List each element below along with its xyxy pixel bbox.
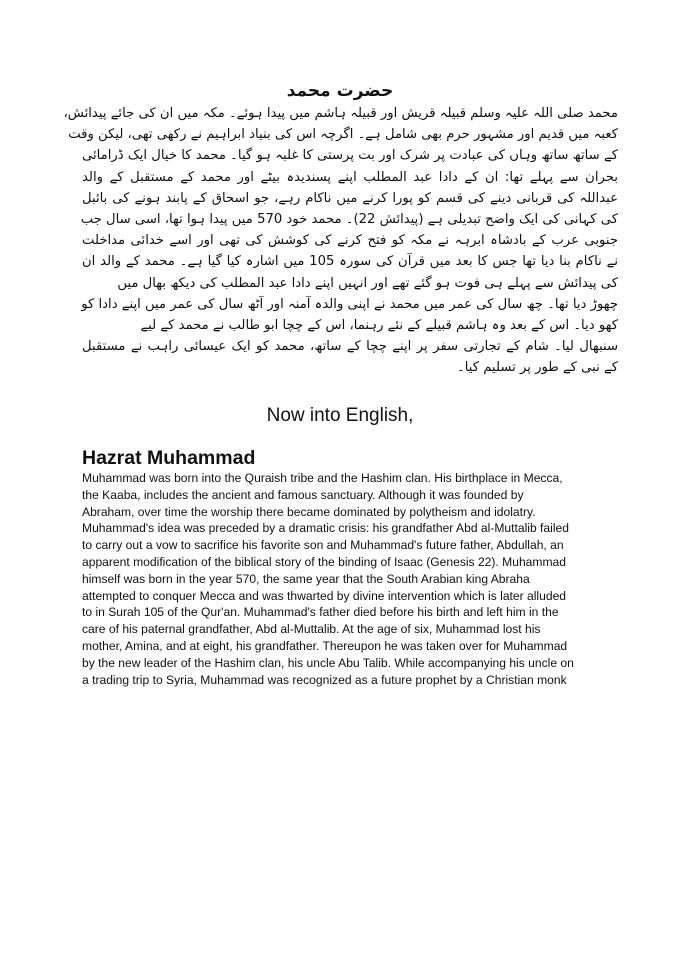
urdu-line: چھوڑ دیا تھا۔ چھ سال کی عمر میں محمد نے اپنی والدہ آمنہ اور آٹھ سال کی عمر میں اپنے دادا کو — [81, 296, 618, 312]
urdu-line: کے نبی کے طور پر تسلیم کیا۔ — [457, 360, 618, 376]
urdu-title: حضرت محمد — [286, 81, 394, 101]
english-line: Muhammad was born into the Quraish tribe and the Hashim clan. His birthplace in Mecca, — [82, 471, 563, 485]
urdu-line: کھو دیا۔ اس کے بعد وہ ہاشم قبیلے کے نئے رہنما، اس کے چچا ابو طالب نے محمد کے لیے — [140, 318, 618, 334]
english-line: himself was born in the year 570, the same year that the South Arabian king Abraha — [82, 571, 530, 586]
english-paragraph — [82, 470, 622, 688]
english-line: care of his paternal grandfather, Abd al-Muttalib. At the age of six, Muhammad lost his — [82, 622, 541, 637]
urdu-line: سنبھال لیا۔ شام کے تجارتی سفر پر اپنے چچا کے ساتھ، محمد کو ایک عیسائی راہب نے مستقبل — [82, 339, 618, 355]
urdu-line: عبداللہ کی قربانی دینے کی قسم کو پورا کرنے میں ناکام رہے، جو اسحاق کے پابند ہونے کی بائبل — [82, 190, 618, 206]
english-line: Muhammad's idea was preceded by a dramatic crisis: his grandfather Abd al-Muttalib failed — [82, 521, 569, 536]
english-line: apparent modification of the biblical story of the binding of Isaac (Genesis 22). Muhammad — [82, 554, 567, 569]
urdu-line: بحران سے پہلے تھا: ان کے دادا عبد المطلب اپنے پسندیدہ بیٹے اور محمد کے مستقبل کے والد — [82, 169, 618, 185]
english-title: Hazrat Muhammad — [82, 447, 256, 469]
english-line: to in Surah 105 of the Qur'an. Muhammad's father died before his birth and left him in the — [82, 605, 559, 620]
urdu-line: کی کہانی کی ایک واضح تبدیلی ہے (پیدائش 22)۔ محمد خود 570 میں پیدا ہوا تھا، اسی سال جب — [80, 212, 618, 228]
english-line: Abraham, over time the worship there became dominated by polytheism and idolatry. — [82, 504, 536, 519]
transition-text: Now into English, — [266, 405, 414, 426]
english-line: to carry out a vow to sacrifice his favorite son and Muhammad's future father, Abdullah, an — [82, 538, 564, 553]
urdu-line: محمد صلی اللہ علیہ وسلم قبیلہ قریش اور قبیلہ ہاشم میں پیدا ہوئے۔ مکہ میں ان کی جائے پیدائش، — [63, 106, 618, 121]
english-line: attempted to conquer Mecca and was thwarted by divine intervention which is later alluded — [82, 588, 567, 603]
urdu-line: کی پیدائش سے پہلے ہی فوت ہو گئے تھے اور انہیں اپنے دادا عبد المطلب کی دیکھ بھال میں — [117, 275, 618, 291]
english-line: by the new leader of the Hashim clan, his uncle Abu Talib. While accompanying his uncle on — [82, 655, 574, 670]
urdu-line: کعبہ میں قدیم اور مشہور حرم بھی شامل ہے۔ اگرچہ اس کی بنیاد ابراہیم نے رکھی تھی، لیکن وقت — [68, 127, 618, 143]
urdu-line: جنوبی عرب کے بادشاہ ابرہہ نے مکہ کو فتح کرنے کی کوشش کی تھی اور اسے خدائی مداخلت — [82, 233, 618, 249]
english-line: a trading trip to Syria, Muhammad was recognized as a future prophet by a Christian monk — [82, 672, 567, 687]
urdu-line: نے ناکام بنا دیا تھا جس کا بعد میں قرآن کی سورہ 105 میں اشارہ کیا گیا ہے۔ محمد کے والد ان — [82, 254, 618, 270]
english-line: mother, Amina, and at eight, his grandfather. Thereupon he was taken over for Muhammad — [82, 638, 568, 653]
english-line: the Kaaba, includes the ancient and famous sanctuary. Although it was founded by — [82, 487, 524, 502]
urdu-line: کے ساتھ ساتھ وہاں کی عبادت پر شرک اور بت پرستی کا غلبہ ہو گیا۔ محمد کا خیال ایک ڈرامائی — [82, 148, 618, 164]
urdu-paragraph — [63, 103, 618, 379]
